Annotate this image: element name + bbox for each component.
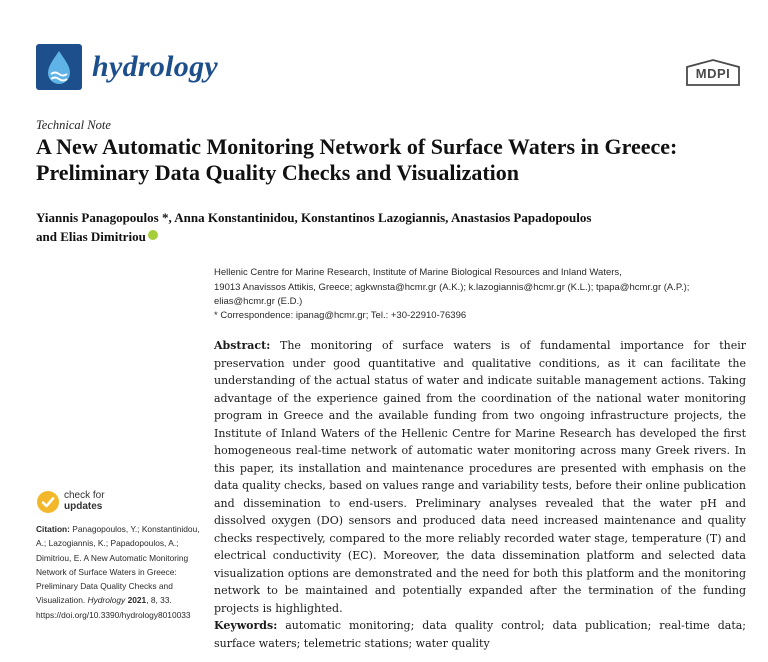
water-drop-icon [36, 44, 82, 90]
journal-name: hydrology [92, 50, 219, 83]
article-type: Technical Note [36, 118, 111, 132]
affiliation [214, 266, 754, 310]
article-title: A New Automatic Monitoring Network of Surface Waters in Greece: Preliminary Data Quality Checks and Visualization [36, 134, 678, 185]
citation-year: 2021 [127, 595, 147, 606]
updates-label-1: check for [64, 490, 105, 501]
authors-line-2: and Elias Dimitriou [36, 229, 146, 244]
citation-doi[interactable]: , 8, 33. https://doi.org/10.3390/hydrology8010033 [36, 595, 191, 620]
affiliation-line-2: 19013 Anavissos Attikis, Greece; agkwnsta@hcmr.gr (A.K.); k.lazogiannis@hcmr.gr (K.L.); tpapa@hcmr.gr (A.P.); [214, 281, 690, 293]
publisher-logo [684, 58, 742, 88]
updates-label-2: updates [64, 501, 103, 512]
correspondence: * Correspondence: ipanag@hcmr.gr; Tel.: +30-22910-76396 [214, 310, 467, 321]
journal-logo [36, 44, 82, 90]
affiliation-line-3: elias@hcmr.gr (E.D.) [214, 296, 303, 307]
author-list [36, 208, 736, 246]
publisher-name: MDPI [695, 66, 731, 81]
citation-block [36, 522, 201, 622]
keywords [214, 617, 746, 652]
keywords-text: automatic monitoring; data quality control; data publication; real-time data; surface waters; telemetric stations; water quality [214, 619, 746, 650]
orcid-icon[interactable] [148, 230, 158, 240]
affiliation-line-1: Hellenic Centre for Marine Research, Institute of Marine Biological Resources and Inland Waters, [214, 267, 622, 278]
abstract-text: The monitoring of surface waters is of fundamental importance for their preservation under good quantitative and qualitative conditions, as it can facilitate the understanding of the actual status of water and indicate suitable management actions. Taking advantage of the experience gained from the coordination of the national water monitoring program in Greece and the available funding from two ongoing infrastructure projects, the Institute of Inland Waters of the Hellenic Centre for Marine Research has developed the first homogeneous real-time network of automatic water monitoring across many Greek rivers. In this paper, its installation and maintenance procedures are presented with emphasis on the data quality checks, based on values range and variability tests, before their online publication and dissemination to end-users. Preliminary analyses revealed that the water pH and dissolved oxygen (DO) sensors and produced data need increased maintenance and quality checks respectively, compared to the more reliably recorded water stage, temperature (T) and electrical conductivity (EC). Moreover, the data dissemination platform and selected data visualization options are demonstrated and the need for both this platform and the monitoring network to be maintained and potentially expanded after the termination of the funding projects is highlighted. [214, 339, 746, 615]
authors-line-1: Yiannis Panagopoulos *, Anna Konstantinidou, Konstantinos Lazogiannis, Anastasios Papadopoulos [36, 210, 592, 225]
check-for-updates-badge[interactable] [36, 488, 186, 516]
check-for-updates-icon [36, 490, 60, 514]
journal-header [36, 44, 742, 92]
citation-text: Panagopoulos, Y.; Konstantinidou, A.; Lazogiannis, K.; Papadopoulos, A.; Dimitriou, E. A New Automatic Monitoring Network of Surface Waters in Greece: Preliminary Data Quality Checks and Visualization. [36, 524, 200, 606]
abstract-label: Abstract: [214, 339, 271, 352]
citation-label: Citation: [36, 524, 70, 534]
abstract [214, 337, 746, 617]
keywords-label: Keywords: [214, 619, 278, 632]
citation-journal: Hydrology [87, 595, 126, 606]
